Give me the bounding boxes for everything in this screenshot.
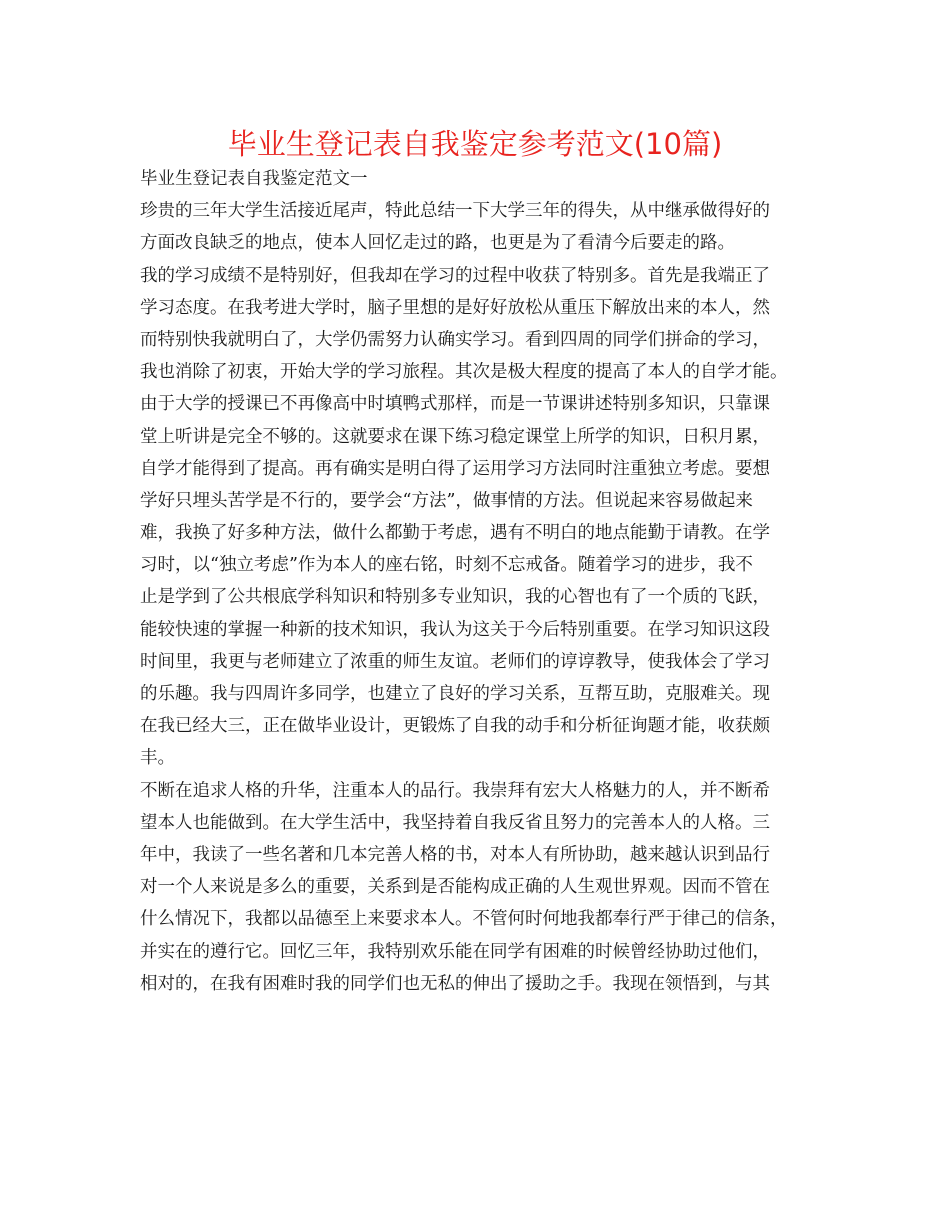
text-line: 习时，以“独立考虑”作为本人的座右铭，时刻不忘戒备。随着学习的进步，我不 <box>140 555 753 576</box>
document-body <box>140 163 830 1000</box>
text-line: 的乐趣。我与四周许多同学，也建立了良好的学习关系，互帮互助，克服难关。现 <box>140 684 770 704</box>
text-line: 难，我换了好多种方法，做什么都勤于考虑，遇有不明白的地点能勤于请教。在学 <box>140 523 770 544</box>
text-line: 什么情况下，我都以品德至上来要求本人。不管何时何地我都奉行严于律己的信条， <box>140 909 788 930</box>
text-line: 时间里，我更与老师建立了浓重的师生友谊。老师们的谆谆教导，使我体会了学习 <box>140 651 770 672</box>
text-line: 对一个人来说是多么的重要，关系到是否能构成正确的人生观世界观。因而不管在 <box>140 877 770 898</box>
text-line: 年中，我读了一些名著和几本完善人格的书，对本人有所协助，越来越认识到品行 <box>140 844 770 865</box>
text-line: 我也消除了初衷，开始大学的学习旅程。其次是极大程度的提高了本人的自学才能。 <box>140 362 788 383</box>
text-line: 堂上听讲是完全不够的。这就要求在课下练习稳定课堂上所学的知识，日积月累， <box>140 426 770 447</box>
text-line: 并实在的遵行它。回忆三年，我特别欢乐能在同学有困难的时候曾经协助过他们， <box>140 941 770 962</box>
text-line: 望本人也能做到。在大学生活中，我坚持着自我反省且努力的完善本人的人格。三 <box>140 812 770 833</box>
text-line: 珍贵的三年大学生活接近尾声，特此总结一下大学三年的得失，从中继承做得好的 <box>140 201 770 222</box>
text-line: 相对的，在我有困难时我的同学们也无私的伸出了援助之手。我现在领悟到，与其 <box>140 973 770 994</box>
text-line: 能较快速的掌握一种新的技术知识，我认为这关于今后特别重要。在学习知识这段 <box>140 619 770 640</box>
text-line: 学好只埋头苦学是不行的，要学会“方法”，做事情的方法。但说起来容易做起来 <box>140 490 753 511</box>
text-line: 止是学到了公共根底学科知识和特别多专业知识，我的心智也有了一个质的飞跃， <box>140 587 770 608</box>
subheading-line: 毕业生登记表自我鉴定范文一 <box>140 169 368 189</box>
text-line: 自学才能得到了提高。再有确实是明白得了运用学习方法同时注重独立考虑。要想 <box>140 458 770 479</box>
text-line: 在我已经大三，正在做毕业设计，更锻炼了自我的动手和分析征询题才能，收获颇 <box>140 716 770 737</box>
document-title: 毕业生登记表自我鉴定参考范文(10篇) <box>227 127 723 161</box>
text-line: 方面改良缺乏的地点，使本人回忆走过的路，也更是为了看清今后要走的路。 <box>140 233 735 254</box>
text-line: 我的学习成绩不是特别好，但我却在学习的过程中收获了特别多。首先是我端正了 <box>140 265 770 286</box>
text-line: 学习态度。在我考进大学时，脑子里想的是好好放松从重压下解放出来的本人，然 <box>140 297 770 318</box>
text-line: 而特别快我就明白了，大学仍需努力认确实学习。看到四周的同学们拼命的学习， <box>140 329 770 350</box>
text-line: 丰。 <box>140 748 175 769</box>
text-line: 由于大学的授课已不再像高中时填鸭式那样，而是一节课讲述特别多知识，只靠课 <box>140 394 770 415</box>
text-line: 不断在追求人格的升华，注重本人的品行。我崇拜有宏大人格魅力的人，并不断希 <box>140 780 770 801</box>
